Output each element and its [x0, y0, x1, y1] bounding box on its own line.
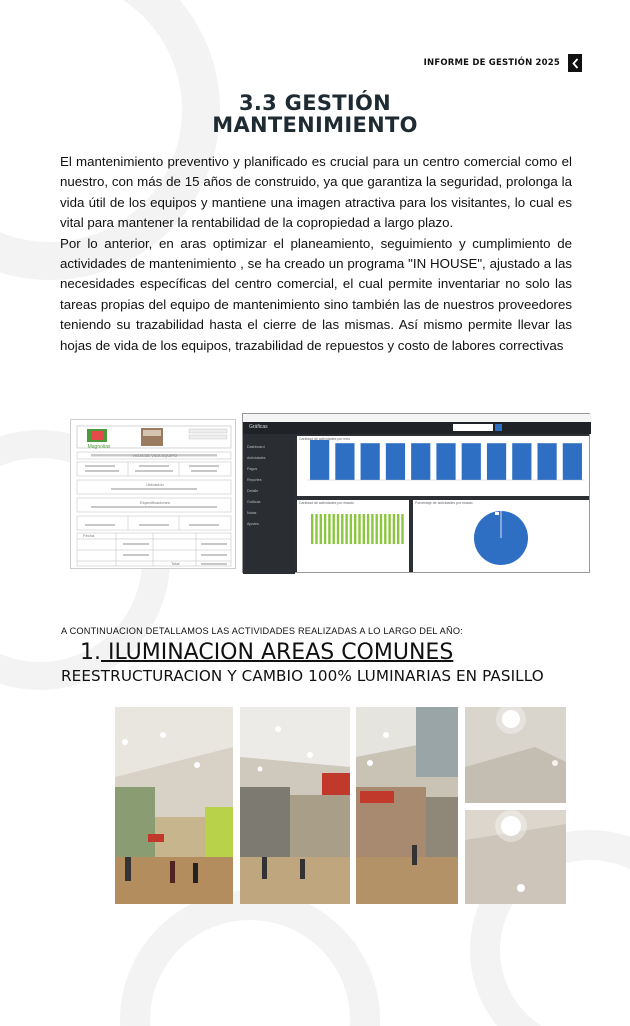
month-bar — [537, 443, 556, 480]
report-title: INFORME DE GESTIÓN 2025 — [423, 58, 560, 68]
month-bar — [361, 443, 380, 480]
state-bar — [341, 514, 343, 544]
dashboard-menu-item[interactable]: Reportes — [247, 478, 262, 482]
program-screenshots — [70, 413, 520, 573]
dashboard-menu-item[interactable]: Ajustes — [247, 522, 259, 526]
ceiling-light-photo-1 — [465, 707, 566, 803]
state-bar — [350, 514, 352, 544]
sheet-specs-label: Especificaciones — [140, 500, 170, 505]
dashboard-sidebar-menu — [247, 442, 293, 530]
state-bar — [315, 514, 317, 544]
month-bar — [386, 443, 405, 480]
state-bar — [367, 514, 369, 544]
activity-subtitle-text: REESTRUCTURACION Y CAMBIO 100% LUMINARIAS EN PASILLO — [61, 667, 544, 685]
month-bar — [512, 443, 531, 480]
state-bar — [388, 514, 390, 544]
mall-corridor-photo-3-drawing — [356, 707, 458, 904]
dashboard-app-title: Gráficas — [249, 424, 268, 430]
mall-corridor-photo-1 — [115, 707, 233, 904]
chart2-title: Cantidad de actividades por estado — [299, 501, 354, 505]
mall-corridor-photo-1-drawing — [115, 707, 233, 904]
chart3-title: Porcentaje de actividades por estado — [415, 501, 473, 505]
paragraph-1: El mantenimiento preventivo y planificado es crucial para un centro comercial como el nuestro, con más de 15 años de construido, ya que garantiza la seguridad, prolonga la vida útil de los equipos y mantiene una imagen atractiva para los visitantes, lo cual es vital para mantener la rentabilidad de la copropiedad a largo plazo. — [60, 154, 572, 231]
sheet-total-label: Total — [171, 561, 180, 566]
activity-heading — [80, 640, 453, 665]
state-bar — [345, 514, 347, 544]
ceiling-light-photo-2-drawing — [465, 810, 566, 904]
mall-corridor-photo-3 — [356, 707, 458, 904]
equipment-sheet-drawing — [71, 420, 237, 570]
sheet-date-header: Fecha — [83, 533, 95, 538]
mall-corridor-photo-2-drawing — [240, 707, 350, 904]
report-header — [424, 54, 582, 72]
dashboard-drawing — [243, 414, 591, 574]
state-bar — [337, 514, 339, 544]
maintenance-dashboard-screenshot — [242, 413, 590, 573]
background-ring-bottom — [120, 890, 380, 1026]
state-bar — [324, 514, 326, 544]
month-bar — [563, 443, 582, 480]
dashboard-menu-item[interactable]: Detalle — [247, 489, 259, 493]
month-bar — [335, 443, 354, 480]
activity-title: ILUMINACION AREAS COMUNES — [101, 640, 454, 665]
activities-by-month-bars — [310, 440, 582, 480]
equipment-life-sheet — [70, 419, 236, 569]
sheet-title: HOJA DE VIDA EQUIPO — [132, 453, 177, 458]
activity-subtitle — [61, 667, 544, 685]
back-chevron-button[interactable] — [568, 54, 582, 72]
dashboard-menu-item[interactable]: Pagos — [247, 467, 258, 471]
body-text — [60, 152, 572, 356]
state-bar — [358, 514, 360, 544]
dashboard-menu-item[interactable]: Dashboard — [247, 445, 265, 449]
dashboard-menu-item[interactable]: Notas — [247, 511, 257, 515]
state-bar — [376, 514, 378, 544]
section-title-line2: MANTENIMIENTO — [212, 113, 418, 137]
chart1-title: Cantidad de actividades por mes — [299, 437, 350, 441]
state-bar — [401, 514, 403, 544]
month-bar — [462, 443, 481, 480]
lighting-photos — [115, 707, 566, 904]
month-bar — [411, 443, 430, 480]
month-bar — [310, 440, 329, 480]
state-bar — [328, 514, 330, 544]
state-bar — [311, 514, 313, 544]
section-title-line1: 3.3 GESTIÓN — [238, 91, 392, 115]
activities-intro: A CONTINUACION DETALLAMOS LAS ACTIVIDADES REALIZADAS A LO LARGO DEL AÑO: — [61, 626, 463, 636]
chevron-left-icon — [571, 58, 580, 69]
activity-number: 1. — [80, 640, 101, 665]
sheet-location-label: Ubicación — [146, 482, 164, 487]
mall-corridor-photo-2 — [240, 707, 350, 904]
state-bar — [371, 514, 373, 544]
state-bar — [393, 514, 395, 544]
dashboard-menu-item[interactable]: Actividades — [247, 456, 266, 460]
state-bar — [380, 514, 382, 544]
ceiling-light-photo-1-drawing — [465, 707, 566, 803]
month-bar — [436, 443, 455, 480]
dashboard-menu-item[interactable]: Gráficas — [247, 500, 261, 504]
paragraph-2: Por lo anterior, en aras optimizar el planeamiento, seguimiento y cumplimiento de actividades de mantenimiento , se ha creado un programa "IN HOUSE", ajustado a las necesidades específicas del centro comercial, el cual permite inventariar no solo las tareas propias del equipo de mantenimiento sino también las de nuestros proveedores teniendo su trazabilidad hasta el cierre de las mismas. Así mismo permite llevar las hojas de vida de los equipos, trazabilidad de repuestos y costo de labores correctivas — [60, 235, 572, 353]
state-bar — [354, 514, 356, 544]
state-bar — [384, 514, 386, 544]
section-title — [0, 92, 630, 136]
ceiling-light-photo-2 — [465, 810, 566, 904]
state-bar — [320, 514, 322, 544]
mall-logo-text: Magnolias — [87, 444, 111, 450]
state-bar — [397, 514, 399, 544]
state-bar — [333, 514, 335, 544]
state-bar — [363, 514, 365, 544]
month-bar — [487, 443, 506, 480]
